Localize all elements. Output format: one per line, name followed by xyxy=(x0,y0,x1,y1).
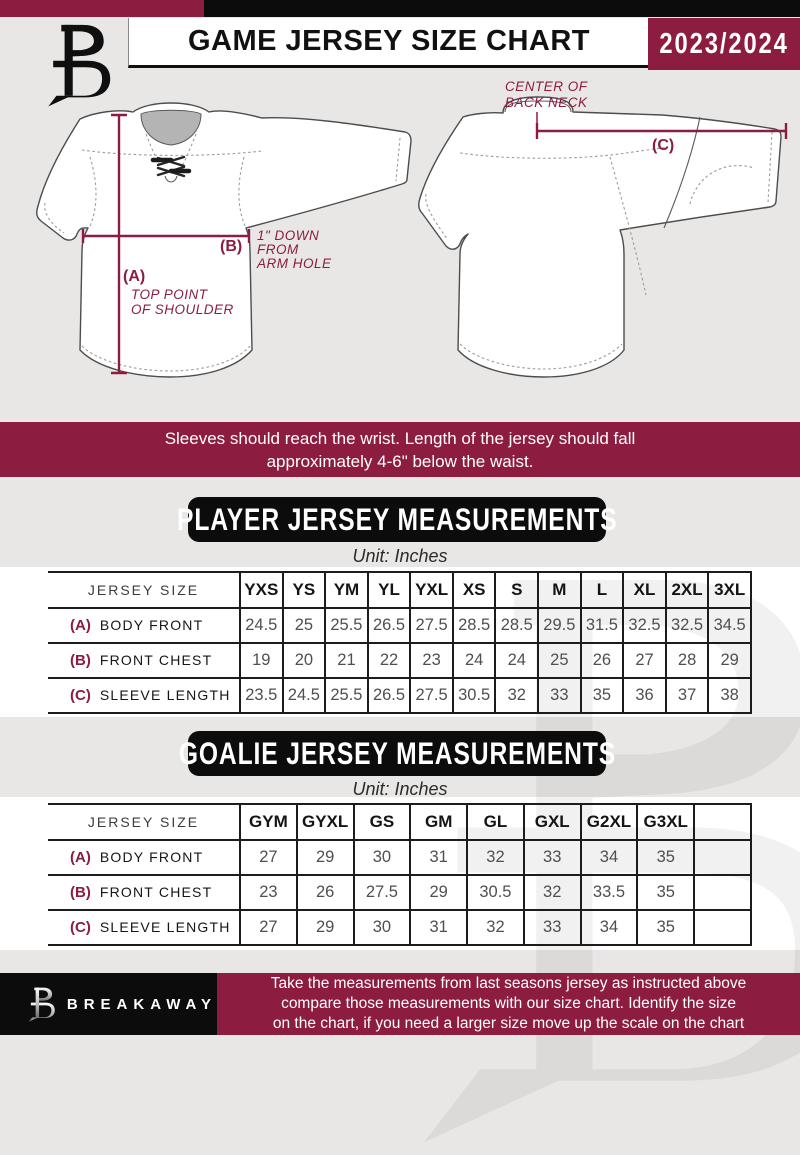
measurement-value: 27 xyxy=(240,910,297,945)
measurement-value: 24.5 xyxy=(283,678,326,713)
measurement-value: 31 xyxy=(410,910,467,945)
measurement-value: 29 xyxy=(297,910,354,945)
measurement-value: 29 xyxy=(410,875,467,910)
measurement-value: 32 xyxy=(524,875,581,910)
size-column-header: G2XL xyxy=(581,804,638,840)
caption-b-line1: 1" DOWN xyxy=(257,228,320,243)
row-header xyxy=(48,678,240,713)
label-c: (C) xyxy=(652,137,675,154)
measurement-value: 31.5 xyxy=(581,608,624,643)
size-column-header: L xyxy=(581,572,624,608)
measurement-value: 26.5 xyxy=(368,678,411,713)
measurement-row xyxy=(48,840,751,875)
notice-line2: approximately 4-6" below the waist. xyxy=(266,451,534,471)
measurement-value: 28 xyxy=(666,643,709,678)
row-label: SLEEVE LENGTH xyxy=(99,918,231,935)
measurement-value: 27 xyxy=(623,643,666,678)
measurement-value: 27.5 xyxy=(410,608,453,643)
goalie-section-title: GOALIE JERSEY MEASUREMENTS xyxy=(178,735,616,771)
measurement-row xyxy=(48,608,751,643)
measurement-value: 35 xyxy=(637,875,694,910)
size-column-header: GYM xyxy=(240,804,297,840)
measurement-row xyxy=(48,910,751,945)
caption-a-line1: TOP POINT xyxy=(131,287,208,302)
measurement-value: 27.5 xyxy=(354,875,411,910)
measurement-value: 31 xyxy=(410,840,467,875)
notice-line1: Sleeves should reach the wrist. Length of the jersey should fall xyxy=(164,428,636,448)
back-jersey-diagram xyxy=(419,79,786,377)
measurement-value: 23 xyxy=(240,875,297,910)
measurement-value xyxy=(694,840,751,875)
measurement-value: 25 xyxy=(538,643,581,678)
measurement-value: 29 xyxy=(297,840,354,875)
size-column-header: S xyxy=(495,572,538,608)
row-key: (C) xyxy=(70,686,91,704)
table-header-row xyxy=(48,804,751,840)
measurement-value: 29 xyxy=(708,643,751,678)
player-section-title: PLAYER JERSEY MEASUREMENTS xyxy=(176,501,618,537)
measurement-value: 34 xyxy=(581,840,638,875)
row-header xyxy=(48,608,240,643)
footer-line1: Take the measurements from last seasons jersey as instructed above xyxy=(270,975,747,992)
measurement-value: 33 xyxy=(524,840,581,875)
season-label: 2023/2024 xyxy=(659,27,789,60)
measurement-row xyxy=(48,678,751,713)
size-column-header: G3XL xyxy=(637,804,694,840)
size-column-header: YXL xyxy=(410,572,453,608)
measurement-value: 19 xyxy=(240,643,283,678)
measurement-value: 28.5 xyxy=(453,608,496,643)
measurement-row xyxy=(48,643,751,678)
row-key: (B) xyxy=(70,883,91,901)
measurement-value: 27 xyxy=(240,840,297,875)
measurement-value: 24 xyxy=(453,643,496,678)
measurement-value: 37 xyxy=(666,678,709,713)
goalie-section-banner xyxy=(178,731,616,776)
caption-neck-line1: CENTER OF xyxy=(505,79,588,94)
measurement-value: 24.5 xyxy=(240,608,283,643)
measurement-value: 26 xyxy=(297,875,354,910)
size-column-header: YS xyxy=(283,572,326,608)
size-column-header xyxy=(694,804,751,840)
measurement-value: 34 xyxy=(581,910,638,945)
row-label: FRONT CHEST xyxy=(99,883,213,900)
size-column-header: GS xyxy=(354,804,411,840)
row-header xyxy=(48,875,240,910)
caption-b-line2: FROM xyxy=(257,242,299,257)
measurement-value: 34.5 xyxy=(708,608,751,643)
measurement-value: 32 xyxy=(467,840,524,875)
jersey-size-header: JERSEY SIZE xyxy=(48,804,240,840)
brand-name: BREAKAWAY xyxy=(66,995,217,1013)
measurement-value: 30 xyxy=(354,840,411,875)
measurement-value: 25.5 xyxy=(325,678,368,713)
measurement-value: 32.5 xyxy=(623,608,666,643)
measurement-value: 30 xyxy=(354,910,411,945)
measurement-value: 21 xyxy=(325,643,368,678)
player-section-banner xyxy=(176,497,618,542)
row-header xyxy=(48,840,240,875)
measurement-value: 35 xyxy=(637,910,694,945)
measurement-value: 20 xyxy=(283,643,326,678)
measurement-value: 29.5 xyxy=(538,608,581,643)
row-key: (A) xyxy=(70,848,91,866)
page-title: GAME JERSEY SIZE CHART xyxy=(187,25,591,57)
measurement-value xyxy=(694,910,751,945)
measurement-value: 32.5 xyxy=(666,608,709,643)
row-header xyxy=(48,910,240,945)
size-column-header: GXL xyxy=(524,804,581,840)
measurement-value: 35 xyxy=(581,678,624,713)
size-column-header: M xyxy=(538,572,581,608)
measurement-value: 33 xyxy=(524,910,581,945)
measurement-value: 26.5 xyxy=(368,608,411,643)
footer xyxy=(0,973,800,1035)
measurement-value: 36 xyxy=(623,678,666,713)
measurement-value: 32 xyxy=(495,678,538,713)
row-label: SLEEVE LENGTH xyxy=(99,686,231,703)
footer-instructions xyxy=(217,973,800,1035)
size-column-header: 3XL xyxy=(708,572,751,608)
brand-logo-icon xyxy=(26,20,126,108)
jersey-size-header: JERSEY SIZE xyxy=(48,572,240,608)
player-measurements-table xyxy=(48,571,752,714)
measurement-value: 22 xyxy=(368,643,411,678)
row-label: BODY FRONT xyxy=(99,848,204,865)
player-unit-label: Unit: Inches xyxy=(352,546,448,566)
measurement-value: 28.5 xyxy=(495,608,538,643)
table-header-row xyxy=(48,572,751,608)
front-jersey-diagram xyxy=(37,103,411,377)
label-a: (A) xyxy=(123,268,146,285)
measurement-value: 32 xyxy=(467,910,524,945)
size-column-header: XL xyxy=(623,572,666,608)
size-column-header: GM xyxy=(410,804,467,840)
caption-a-line2: OF SHOULDER xyxy=(131,302,234,317)
row-key: (B) xyxy=(70,651,91,669)
season-badge xyxy=(648,18,800,70)
measurement-value: 23.5 xyxy=(240,678,283,713)
row-header xyxy=(48,643,240,678)
size-column-header: YM xyxy=(325,572,368,608)
measurement-value: 35 xyxy=(637,840,694,875)
title-bar xyxy=(128,18,649,68)
measurement-value: 25.5 xyxy=(325,608,368,643)
measurement-value: 33 xyxy=(538,678,581,713)
row-key: (C) xyxy=(70,918,91,936)
measurement-value xyxy=(694,875,751,910)
size-column-header: YXS xyxy=(240,572,283,608)
caption-neck-line2: BACK NECK xyxy=(505,95,588,110)
measurement-value: 25 xyxy=(283,608,326,643)
footer-logo-icon xyxy=(24,985,57,1023)
size-column-header: 2XL xyxy=(666,572,709,608)
row-label: BODY FRONT xyxy=(99,616,204,633)
size-column-header: GYXL xyxy=(297,804,354,840)
footer-line2: compare those measurements with our size chart. Identify the size xyxy=(281,995,736,1012)
measurement-value: 27.5 xyxy=(410,678,453,713)
size-column-header: YL xyxy=(368,572,411,608)
fit-notice-banner xyxy=(0,422,800,477)
measurement-value: 24 xyxy=(495,643,538,678)
measurement-value: 30.5 xyxy=(453,678,496,713)
caption-b-line3: ARM HOLE xyxy=(257,256,332,271)
goalie-measurements-table xyxy=(48,803,752,946)
row-key: (A) xyxy=(70,616,91,634)
measurement-row xyxy=(48,875,751,910)
goalie-unit-label: Unit: Inches xyxy=(352,779,448,799)
footer-brand-block xyxy=(0,973,217,1035)
label-b: (B) xyxy=(220,238,243,255)
size-column-header: XS xyxy=(453,572,496,608)
measurement-value: 38 xyxy=(708,678,751,713)
row-label: FRONT CHEST xyxy=(99,651,213,668)
measurement-value: 30.5 xyxy=(467,875,524,910)
measurement-value: 26 xyxy=(581,643,624,678)
footer-line3: on the chart, if you need a larger size move up the scale on the chart xyxy=(272,1015,745,1032)
measurement-value: 33.5 xyxy=(581,875,638,910)
measurement-value: 23 xyxy=(410,643,453,678)
size-column-header: GL xyxy=(467,804,524,840)
